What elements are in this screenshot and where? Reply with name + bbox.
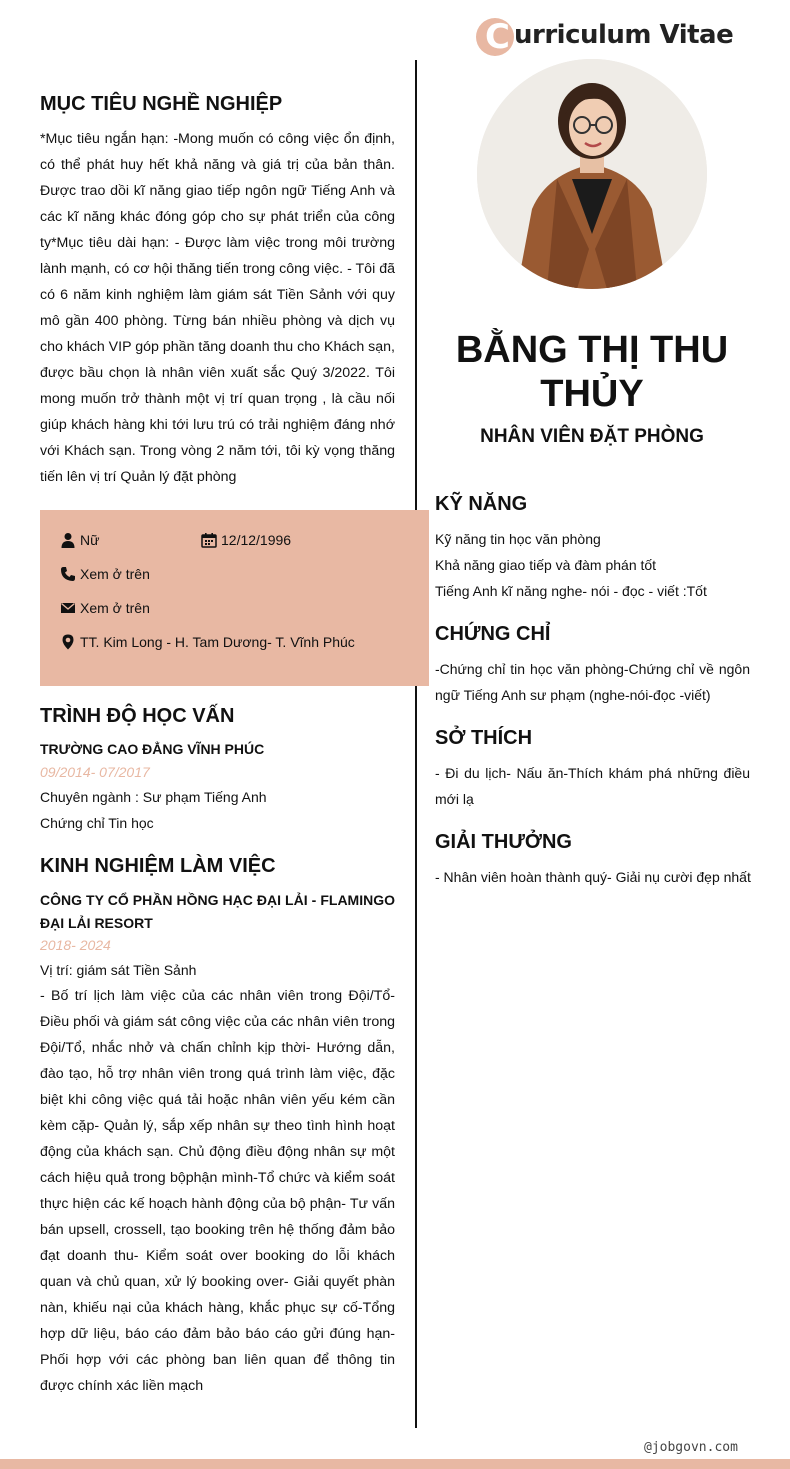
objective-heading: MỤC TIÊU NGHỀ NGHIỆP <box>40 93 283 115</box>
logo-text: urriculum Vitae <box>514 20 734 50</box>
school-name: TRƯỜNG CAO ĐẲNG VĨNH PHÚC <box>40 741 265 757</box>
education-major: Chuyên ngành : Sư phạm Tiếng Anh <box>40 789 267 805</box>
birthday-row <box>201 532 291 548</box>
address-row <box>60 634 355 650</box>
email-row <box>60 600 150 616</box>
skill-item: Tiếng Anh kĩ năng nghe- nói - đọc - viết :Tốt <box>435 583 707 599</box>
avatar-photo <box>477 59 707 289</box>
experience-heading: KINH NGHIỆM LÀM VIỆC <box>40 855 276 877</box>
calendar-icon <box>201 532 217 548</box>
gender-row <box>60 532 99 548</box>
hobbies-heading: SỞ THÍCH <box>435 727 533 749</box>
objective-text: *Mục tiêu ngắn hạn: -Mong muốn có công việc ổn định, có thể phát huy hết khả năng và giá trị của bản thân. Được trao dồi kĩ năng giao tiếp ngôn ngữ Tiếng Anh và các kĩ năng khác đóng góp cho sự phát triển của công ty*Mục tiêu dài hạn: - Được làm việc trong môi trường lành mạnh, có cơ hội thăng tiến trong công việc. - Tôi đã có 6 năm kinh nghiệm làm giám sát Tiền Sảnh với quy mô gần 400 phòng. Từng bán nhiều phòng và dịch vụ cho khách VIP góp phần tăng doanh thu cho Khách sạn, được bầu chọn là nhân viên xuất sắc Quý 3/2022. Tôi mong muốn trở thành một vị trí quan trọng , là cầu nối giúp khách hàng khi tới lưu trú có trải nghiệm đáng nhớ với Khách sạn. Trong vòng 2 năm tới, tôi kỳ vọng thăng tiến lên vị trí Quản lý đặt phòng <box>40 131 395 485</box>
logo-initial: C <box>485 17 510 57</box>
hobbies-text: - Đi du lịch- Nấu ăn-Thích khám phá những điều mới lạ <box>435 765 750 807</box>
location-pin-icon <box>60 634 76 650</box>
personal-info-box <box>40 510 429 686</box>
awards-text: - Nhân viên hoàn thành quý- Giải nụ cười đẹp nhất <box>435 869 751 885</box>
skill-item: Khả năng giao tiếp và đàm phán tốt <box>435 557 657 573</box>
company-name: CÔNG TY CỔ PHẦN HỒNG HẠC ĐẠI LẢI - FLAMINGO ĐẠI LẢI RESORT <box>40 892 395 931</box>
certificates-text: -Chứng chỉ tin học văn phòng-Chứng chỉ về ngôn ngữ Tiếng Anh sư phạm (nghe-nói-đọc -viết) <box>435 661 750 703</box>
cv-logo <box>476 16 736 60</box>
email-value: Xem ở trên <box>80 600 150 616</box>
certificates-heading: CHỨNG CHỈ <box>435 623 551 645</box>
gender-value: Nữ <box>80 532 100 548</box>
skill-item: Kỹ năng tin học văn phòng <box>435 531 601 547</box>
phone-row <box>60 566 150 582</box>
birthday-value: 12/12/1996 <box>221 532 292 548</box>
footer-bar <box>0 1459 790 1469</box>
job-title: NHÂN VIÊN ĐẶT PHÒNG <box>480 426 704 447</box>
avatar <box>477 59 707 289</box>
phone-icon <box>60 566 76 582</box>
experience-period: 2018- 2024 <box>40 937 111 953</box>
education-extra: Chứng chỉ Tin học <box>40 815 154 831</box>
education-period: 09/2014- 07/2017 <box>40 764 150 780</box>
footer-watermark: @jobgovn.com <box>644 1440 738 1455</box>
phone-value: Xem ở trên <box>80 566 150 582</box>
education-heading: TRÌNH ĐỘ HỌC VẤN <box>40 705 235 727</box>
experience-description: - Bố trí lịch làm việc của các nhân viên trong Đội/Tổ- Điều phối và giám sát công việc của các nhân viên trong Đội/Tổ, nhắc nhở và chấn chỉnh kịp thời- Hướng dẫn, đào tạo, hỗ trợ nhân viên trong quá trình làm việc, đặc biệt khi công việc quá tải hoặc nhân viên yếu kém cần kèm cặp- Quản lý, sắp xếp nhân sự theo tình hình hoạt động của khách sạn. Chủ động điều động nhân sự một cách hiệu quả trong bộphận mình-Tổ chức và kiểm soát thực hiện các kế hoạch hành động của bộ phận- Tư vấn bán upsell, crossell, tạo booking trên hệ thống đảm bảo đạt doanh thu- Kiểm soát over booking do lỗi khách quan và chủ quan, xử lý booking over- Giải quyết phàn nàn, khiếu nại của khách hàng, khắc phục sự cố-Tổng hợp dữ liệu, báo cáo đảm bảo báo cáo gửi đúng hạn- Phối hợp với các phòng ban liên quan để thông tin được chính xác liền mạch <box>40 988 395 1394</box>
column-divider <box>415 60 417 1428</box>
person-icon <box>60 532 76 548</box>
awards-heading: GIẢI THƯỞNG <box>435 831 572 853</box>
envelope-icon <box>60 600 76 616</box>
skills-list <box>435 526 707 604</box>
address-value: TT. Kim Long - H. Tam Dương- T. Vĩnh Phúc <box>80 634 355 650</box>
skills-heading: KỸ NĂNG <box>435 493 528 515</box>
experience-role: Vị trí: giám sát Tiền Sảnh <box>40 962 197 978</box>
candidate-name: BẰNG THỊ THU THỦY <box>455 329 729 415</box>
